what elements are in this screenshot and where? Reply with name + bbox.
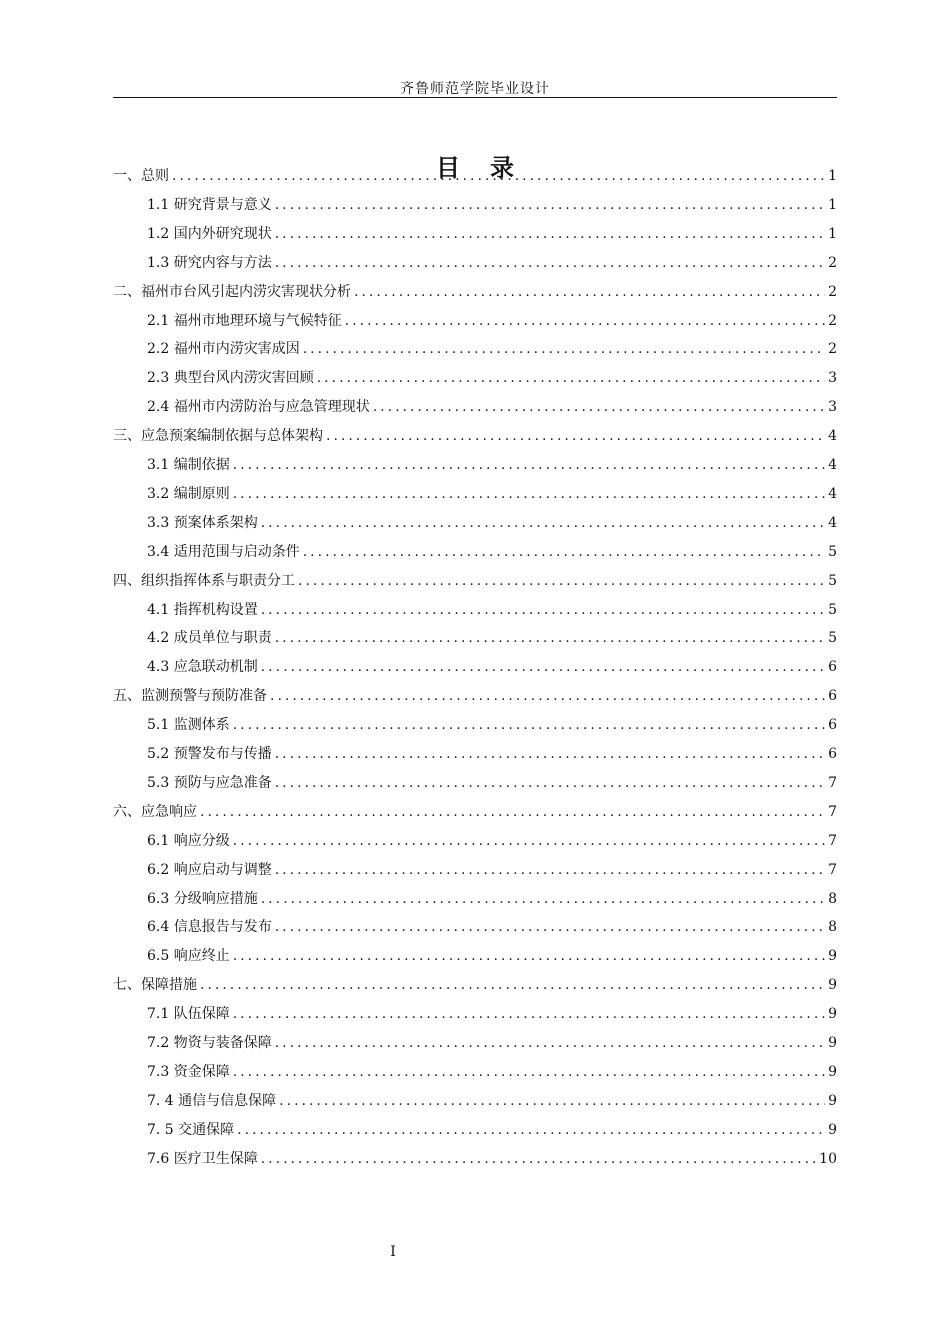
toc-entry[interactable] bbox=[113, 974, 837, 996]
toc-entry-label: 2.3 典型台风内涝灾害回顾 bbox=[147, 370, 314, 387]
toc-dot-leader bbox=[275, 194, 825, 216]
toc-entry[interactable] bbox=[147, 599, 837, 621]
toc-entry-label: 四、组织指挥体系与职责分工 bbox=[113, 572, 295, 589]
toc-entry-label: 7.3 资金保障 bbox=[147, 1063, 230, 1080]
toc-dot-leader bbox=[275, 252, 825, 274]
toc-dot-leader bbox=[345, 310, 825, 332]
toc-dot-leader bbox=[233, 483, 825, 505]
toc-dot-leader bbox=[200, 801, 825, 823]
toc-entry[interactable] bbox=[147, 367, 837, 389]
toc-entry-label: 3.1 编制依据 bbox=[147, 457, 230, 473]
toc-entry-label: 3.3 预案体系架构 bbox=[147, 514, 258, 531]
toc-dot-leader bbox=[326, 425, 825, 447]
toc-title: 目录 bbox=[436, 154, 544, 182]
toc-dot-leader bbox=[172, 165, 825, 187]
toc-dot-leader bbox=[233, 1061, 825, 1083]
toc-entry-label: 2.2 福州市内涝灾害成因 bbox=[147, 341, 300, 358]
toc-entry-label: 4.2 成员单位与职责 bbox=[147, 630, 272, 647]
toc-entry-page: 1 bbox=[828, 225, 837, 242]
toc-dot-leader bbox=[233, 945, 825, 967]
header-rule bbox=[113, 97, 837, 98]
toc-entry-page: 7 bbox=[828, 861, 837, 878]
toc-entry[interactable] bbox=[147, 512, 837, 534]
toc-entry[interactable] bbox=[113, 570, 837, 592]
toc-entry-page: 8 bbox=[828, 890, 837, 907]
toc-entry-page: 9 bbox=[828, 1063, 837, 1080]
running-header: 齐鲁师范学院毕业设计 bbox=[400, 81, 550, 97]
toc-entry[interactable] bbox=[147, 714, 837, 736]
toc-entry[interactable] bbox=[147, 1003, 837, 1025]
toc-entry-page: 7 bbox=[828, 803, 837, 820]
toc-entry-label: 6.5 响应终止 bbox=[147, 948, 230, 965]
toc-entry-page: 1 bbox=[828, 168, 837, 184]
toc-entry-page: 2 bbox=[828, 312, 837, 329]
toc-entry-page: 7 bbox=[828, 774, 837, 791]
toc-entry[interactable] bbox=[113, 281, 837, 303]
toc-entry-label: 二、福州市台风引起内涝灾害现状分析 bbox=[113, 283, 351, 300]
toc-entry[interactable] bbox=[147, 223, 837, 245]
toc-entry[interactable] bbox=[147, 1090, 837, 1112]
toc-dot-leader bbox=[275, 223, 825, 245]
toc-entry[interactable] bbox=[147, 743, 837, 765]
toc-dot-leader bbox=[298, 570, 825, 592]
toc-entry-page: 5 bbox=[828, 630, 837, 647]
toc-dot-leader bbox=[233, 714, 825, 736]
toc-dot-leader bbox=[200, 974, 825, 996]
toc-entry-label: 4.1 指挥机构设置 bbox=[147, 601, 258, 618]
toc-entry-label: 7. 5 交通保障 bbox=[147, 1121, 235, 1138]
toc-entry-label: 7.6 医疗卫生保障 bbox=[147, 1150, 258, 1167]
toc-entry-page: 6 bbox=[828, 746, 837, 762]
toc-entry[interactable] bbox=[147, 1061, 837, 1083]
toc-entry-page: 4 bbox=[828, 514, 837, 531]
toc-entry-page: 2 bbox=[828, 283, 837, 300]
toc-entry-label: 6.1 响应分级 bbox=[147, 832, 230, 849]
toc-entry-page: 5 bbox=[828, 572, 837, 589]
toc-entry[interactable] bbox=[147, 916, 837, 938]
toc-entry-label: 5.3 预防与应急准备 bbox=[147, 774, 272, 791]
toc-entry-label: 7. 4 通信与信息保障 bbox=[147, 1092, 277, 1109]
toc-entry-page: 4 bbox=[828, 457, 837, 473]
toc-entry[interactable] bbox=[147, 396, 837, 418]
toc-dot-leader bbox=[373, 396, 825, 418]
toc-entry-page: 9 bbox=[828, 1092, 837, 1109]
toc-entry-page: 6 bbox=[828, 717, 837, 734]
toc-entry-page: 6 bbox=[828, 659, 837, 676]
toc-dot-leader bbox=[233, 454, 825, 476]
toc-entry[interactable] bbox=[147, 945, 837, 967]
toc-entry-page: 3 bbox=[828, 399, 837, 416]
toc-dot-leader bbox=[237, 1119, 825, 1141]
toc-dot-leader bbox=[261, 1148, 816, 1170]
toc-entry[interactable] bbox=[113, 425, 837, 447]
toc-entry[interactable] bbox=[113, 165, 837, 187]
toc-dot-leader bbox=[303, 541, 825, 563]
toc-entry[interactable] bbox=[147, 772, 837, 794]
toc-dot-leader bbox=[354, 281, 825, 303]
toc-entry[interactable] bbox=[147, 194, 837, 216]
toc-entry-label: 6.4 信息报告与发布 bbox=[147, 919, 272, 936]
toc-dot-leader bbox=[261, 656, 825, 678]
toc-entry[interactable] bbox=[147, 483, 837, 505]
toc-entry-label: 4.3 应急联动机制 bbox=[147, 659, 258, 676]
toc-entry[interactable] bbox=[147, 1119, 837, 1141]
toc-dot-leader bbox=[279, 1090, 825, 1112]
toc-entry[interactable] bbox=[113, 801, 837, 823]
toc-entry[interactable] bbox=[147, 310, 837, 332]
toc-entry-page: 10 bbox=[819, 1150, 837, 1167]
toc-entry-label: 六、应急响应 bbox=[113, 803, 197, 820]
toc-entry-label: 3.2 编制原则 bbox=[147, 485, 230, 502]
toc-entry[interactable] bbox=[113, 685, 837, 707]
toc-entry-page: 9 bbox=[828, 977, 837, 994]
toc-entry-label: 七、保障措施 bbox=[113, 977, 197, 994]
toc-entry-label: 6.3 分级响应措施 bbox=[147, 890, 258, 907]
toc-entry[interactable] bbox=[147, 859, 837, 881]
toc-entry[interactable] bbox=[147, 541, 837, 563]
toc-entry-page: 9 bbox=[828, 1006, 837, 1023]
toc-entry-page: 5 bbox=[828, 543, 837, 560]
toc-dot-leader bbox=[275, 1032, 825, 1054]
toc-entry-label: 一、总则 bbox=[113, 168, 169, 184]
toc-entry-label: 1.3 研究内容与方法 bbox=[147, 254, 272, 271]
toc-entry-label: 2.4 福州市内涝防治与应急管理现状 bbox=[147, 399, 370, 416]
toc-entry[interactable] bbox=[147, 627, 837, 649]
toc-entry-label: 5.2 预警发布与传播 bbox=[147, 746, 272, 762]
toc-entry-label: 7.2 物资与装备保障 bbox=[147, 1035, 272, 1051]
toc-entry-label: 三、应急预案编制依据与总体架构 bbox=[113, 428, 323, 445]
toc-entry-page: 7 bbox=[828, 832, 837, 849]
toc-dot-leader bbox=[275, 916, 825, 938]
toc-entry-label: 6.2 响应启动与调整 bbox=[147, 861, 272, 878]
toc-entry-page: 5 bbox=[828, 601, 837, 618]
toc-entry-label: 5.1 监测体系 bbox=[147, 717, 230, 734]
toc-entry-page: 8 bbox=[828, 919, 837, 936]
toc-dot-leader bbox=[275, 627, 825, 649]
footer-page-number: I bbox=[390, 1244, 396, 1260]
toc-dot-leader bbox=[275, 743, 825, 765]
toc-entry-label: 五、监测预警与预防准备 bbox=[113, 688, 267, 705]
toc-entry[interactable] bbox=[147, 252, 837, 274]
toc-entry-page: 9 bbox=[828, 1121, 837, 1138]
toc-dot-leader bbox=[275, 772, 825, 794]
toc-dot-leader bbox=[261, 599, 825, 621]
toc-entry-page: 3 bbox=[828, 370, 837, 387]
toc-entry-page: 2 bbox=[828, 254, 837, 271]
toc-dot-leader bbox=[275, 859, 825, 881]
toc-entry[interactable] bbox=[147, 1032, 837, 1054]
toc-entry[interactable] bbox=[147, 1148, 837, 1170]
toc-entry-page: 9 bbox=[828, 948, 837, 965]
toc-entry[interactable] bbox=[147, 830, 837, 852]
toc-entry-label: 3.4 适用范围与启动条件 bbox=[147, 543, 300, 560]
toc-entry-label: 7.1 队伍保障 bbox=[147, 1006, 230, 1023]
toc-dot-leader bbox=[317, 367, 825, 389]
toc-dot-leader bbox=[233, 830, 825, 852]
toc-entry[interactable] bbox=[147, 454, 837, 476]
toc-entry[interactable] bbox=[147, 338, 837, 360]
toc-entry-label: 1.1 研究背景与意义 bbox=[147, 196, 272, 213]
toc-dot-leader bbox=[261, 888, 825, 910]
toc-entry-label: 2.1 福州市地理环境与气候特征 bbox=[147, 312, 342, 329]
toc-entry[interactable] bbox=[147, 656, 837, 678]
toc-entry[interactable] bbox=[147, 888, 837, 910]
toc-entry-page: 9 bbox=[828, 1035, 837, 1051]
toc-entry-page: 4 bbox=[828, 485, 837, 502]
toc-dot-leader bbox=[261, 512, 825, 534]
toc-entry-page: 4 bbox=[828, 428, 837, 445]
toc-dot-leader bbox=[303, 338, 825, 360]
toc-dot-leader bbox=[233, 1003, 825, 1025]
toc-dot-leader bbox=[270, 685, 825, 707]
toc-entry-page: 1 bbox=[828, 196, 837, 213]
toc-entry-label: 1.2 国内外研究现状 bbox=[147, 225, 272, 242]
toc-entry-page: 6 bbox=[828, 688, 837, 705]
toc-entry-page: 2 bbox=[828, 341, 837, 358]
